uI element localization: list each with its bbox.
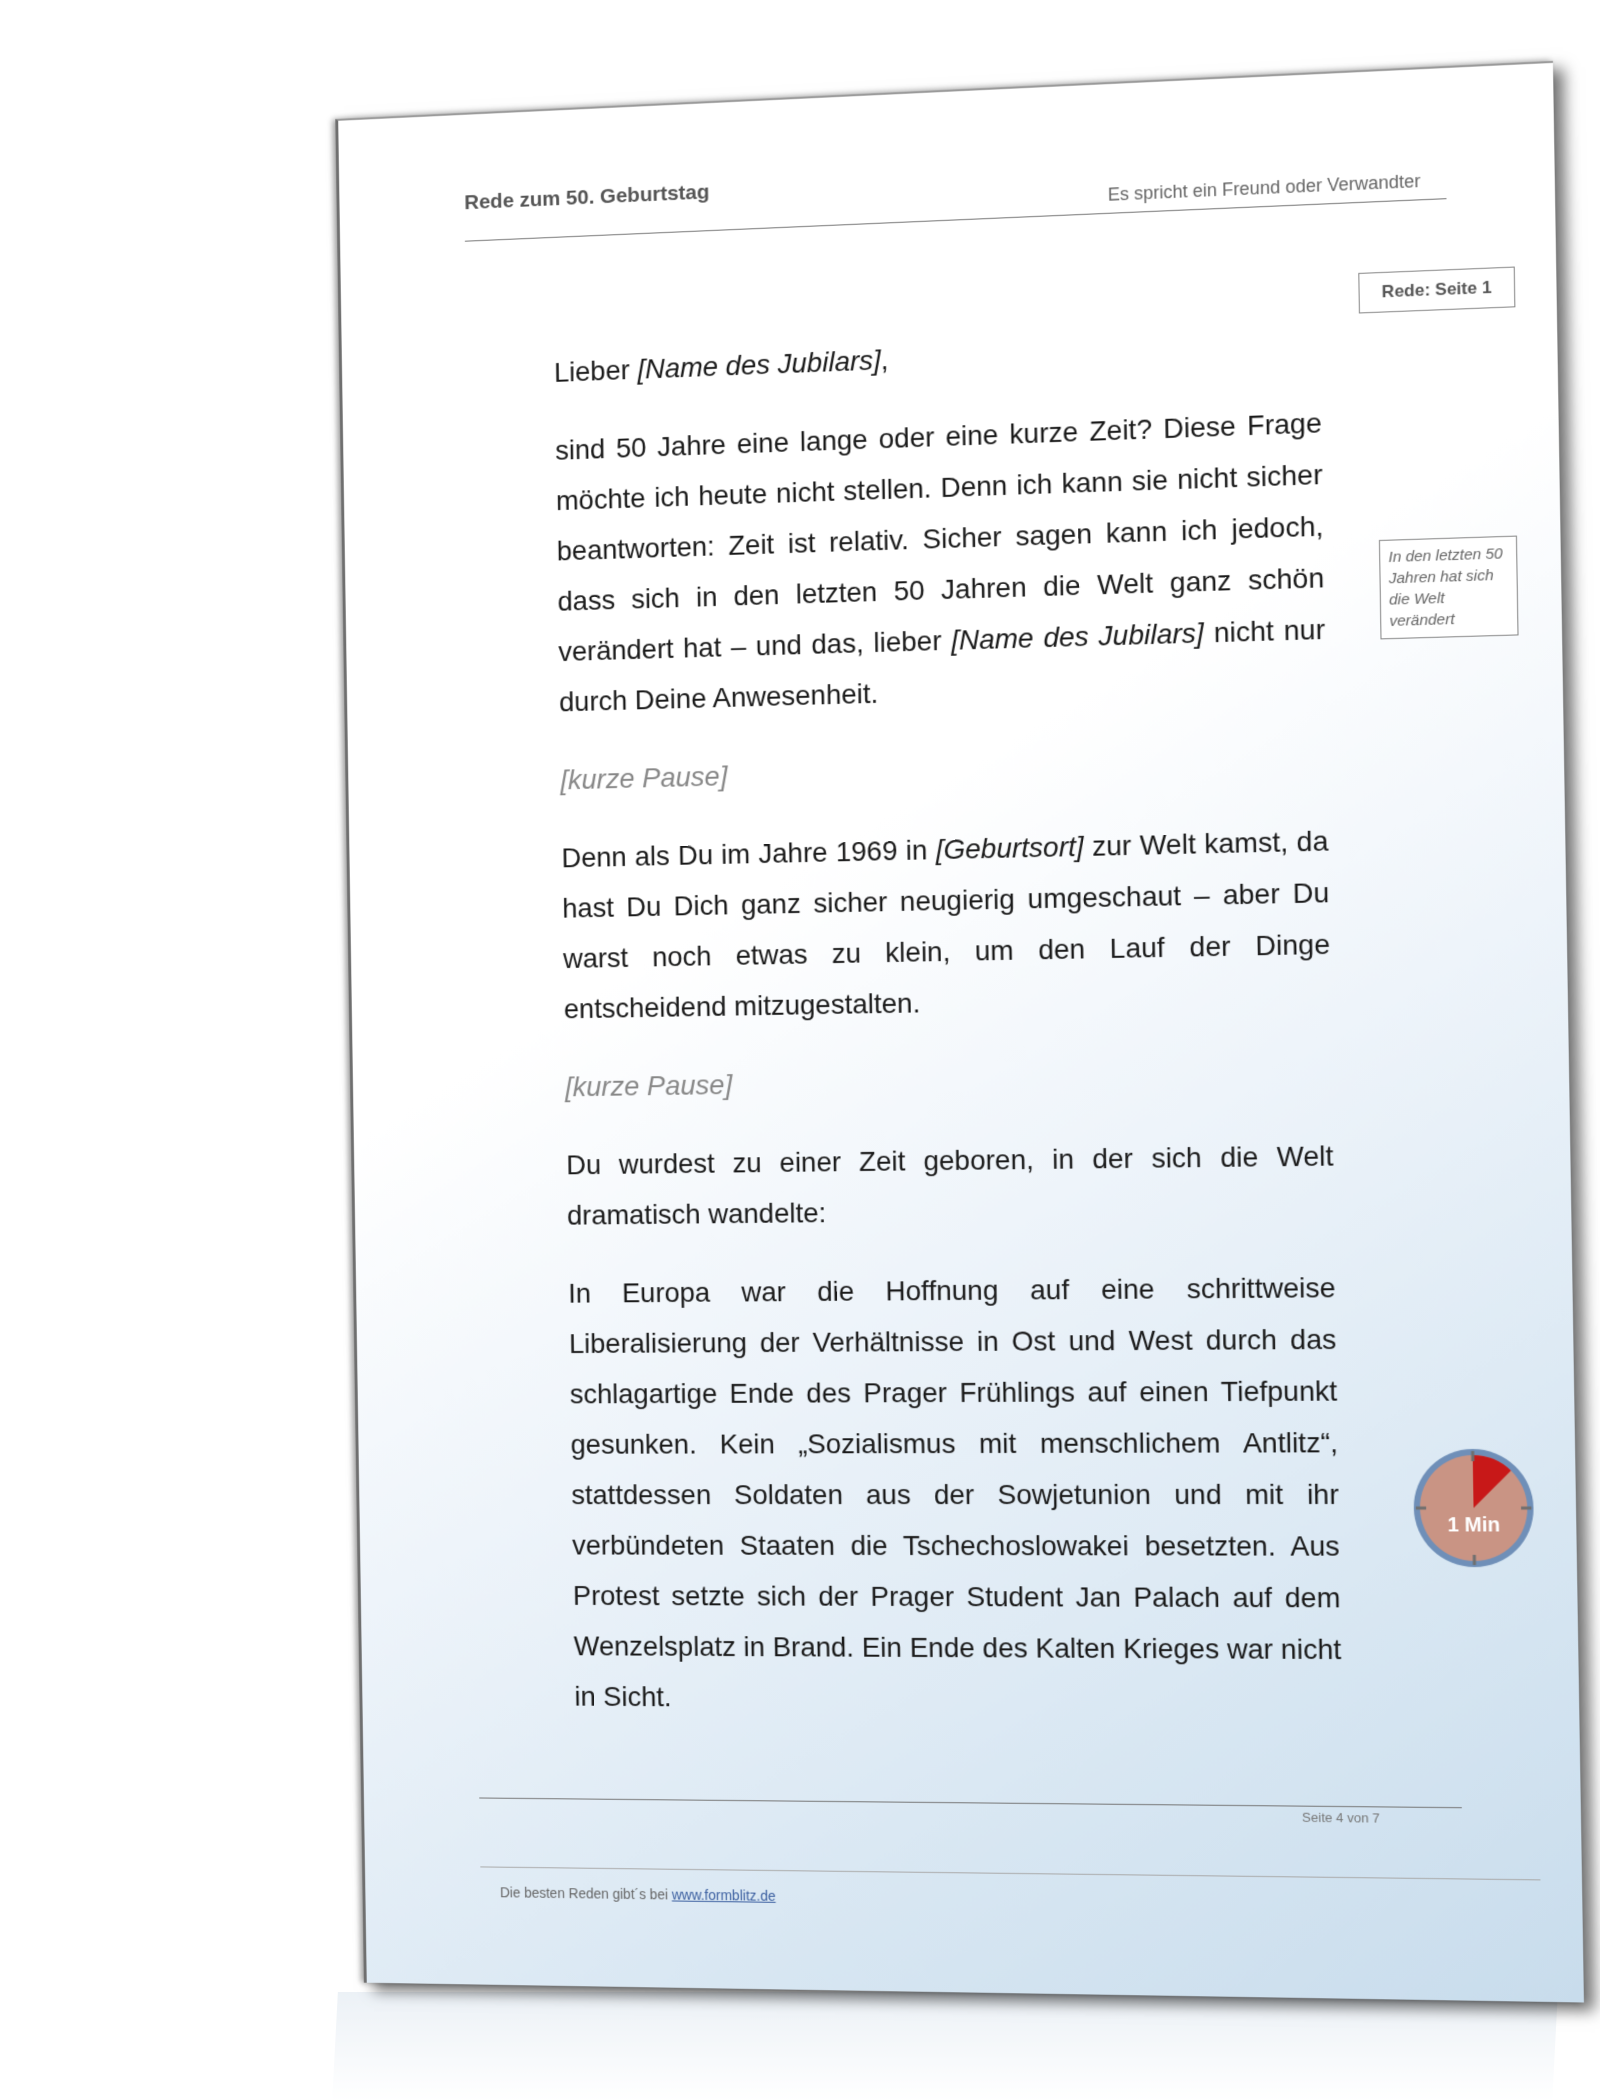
- footer-rule: [479, 1797, 1462, 1808]
- paragraph-1-text-b: nicht nur durch Deine Anwesenheit.: [558, 613, 1326, 718]
- paragraph-2-text-b: zur Welt kamst, da hast Du Dich ganz sicher neugierig umgeschaut – aber Du warst noch etwas zu klein, um den Lauf der Dinge entscheidend mitzugestalten.: [562, 825, 1331, 1025]
- footer-caption: Die besten Reden gibt´s bei: [499, 1884, 672, 1903]
- greeting: [554, 317, 1321, 398]
- header-subtitle: Es spricht ein Freund oder Verwandter: [1107, 170, 1421, 205]
- paragraph-3: Du wurdest zu einer Zeit geboren, in der sich die Welt dramatisch wandelte:: [566, 1140, 1334, 1231]
- birthplace-placeholder: [Geburtsort]: [935, 830, 1084, 866]
- paragraph-2-text-a: Denn als Du im Jahre 1969 in: [561, 834, 937, 874]
- speech-body: [554, 317, 1343, 1755]
- footer-link[interactable]: www.formblitz.de: [671, 1886, 776, 1904]
- paragraph-4: In Europa war die Hoffnung auf eine schrittweise Liberalisierung der Verhältnisse in Ost und West durch das schlagartige Ende des Prager Frühlings auf einen Tiefpunkt gesunken. Kein „Sozialismus mit menschlichem Antlitz“, stattdessen Soldaten aus der Sowjetunion und mit ihr verbündeten Staaten die Tschechoslowakei besetzten. Aus Protest setzte sich der Prager Student Jan Palach auf dem Wenzelsplatz in Brand. Ein Ende des Kalten Krieges war nicht in Sicht.: [568, 1271, 1342, 1713]
- paragraph-1-name-placeholder: [Name des Jubilars]: [950, 617, 1205, 656]
- header-title: Rede zum 50. Geburtstag: [464, 180, 710, 215]
- timer-icon: [1410, 1446, 1538, 1570]
- greeting-tail: ,: [880, 344, 889, 376]
- paragraph-2: [561, 815, 1331, 1034]
- footer-text: [500, 1884, 776, 1903]
- page-number: Seite 4 von 7: [1301, 1809, 1380, 1826]
- greeting-lead: Lieber: [553, 354, 638, 388]
- pause-note-2: [kurze Pause]: [564, 1069, 733, 1103]
- document-page: [335, 61, 1584, 2003]
- margin-note: In den letzten 50 Jahren hat sich die Welt verändert: [1379, 536, 1519, 640]
- paragraph-1: [555, 397, 1326, 727]
- pause-note-1: [kurze Pause]: [560, 760, 728, 796]
- footer-rule-bottom: [480, 1866, 1540, 1880]
- document-preview: [335, 61, 1580, 2000]
- page-reflection: [332, 1992, 1558, 2100]
- greeting-name-placeholder: [Name des Jubilars]: [637, 344, 881, 385]
- speech-page-badge: Rede: Seite 1: [1358, 267, 1515, 314]
- timer-label: 1 Min: [1447, 1513, 1501, 1537]
- paragraph-1-text-a: sind 50 Jahre eine lange oder eine kurze Zeit? Diese Frage möchte ich heute nicht stellen. Denn ich kann sie nicht sicher beantworten: Zeit ist relativ. Sicher sagen kann ich jedoch, dass sich in den letzten 50 Jahren die Welt ganz schön verändert hat – und das, lieber: [555, 407, 1325, 668]
